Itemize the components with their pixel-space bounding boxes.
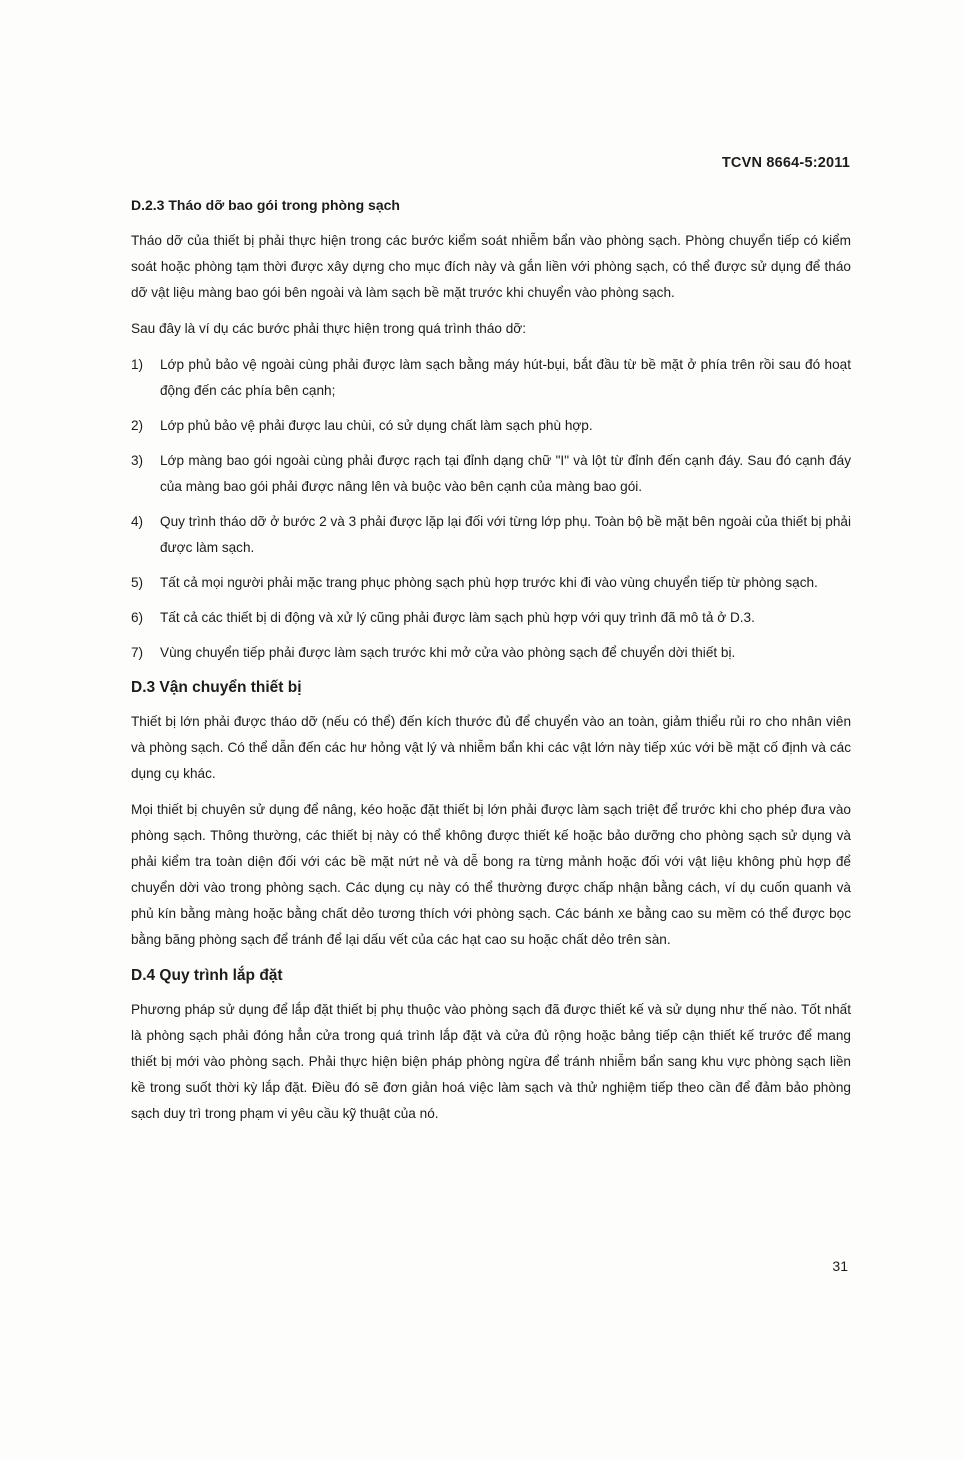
step-text: Tất cả các thiết bị di động và xử lý cũng phải được làm sạch phù hợp với quy trình đã mô tả ở D.3.: [160, 610, 755, 625]
step-number: 5): [131, 575, 144, 590]
d23-paragraph-1: Tháo dỡ của thiết bị phải thực hiện trong các bước kiểm soát nhiễm bẩn vào phòng sạch. Phòng chuyển tiếp có kiểm soát hoặc phòng tạm thời được xây dựng cho mục đích này và gắn liền với phòng sạch, có thể được sử dụng để tháo dỡ vật liệu màng bao gói bên ngoài và làm sạch bề mặt trước khi chuyển vào phòng sạch.: [131, 233, 851, 300]
step-number: 3): [131, 453, 144, 468]
unpacking-steps-list: [131, 352, 851, 666]
step-number: 7): [131, 645, 144, 660]
step-number: 4): [131, 514, 144, 529]
d3-paragraph-2: Mọi thiết bị chuyên sử dụng để nâng, kéo hoặc đặt thiết bị lớn phải được làm sạch triệt để trước khi cho phép đưa vào phòng sạch. Thông thường, các thiết bị này có thể không được thiết kế hoặc bảo dưỡng cho phòng sạch sử dụng và phải kiểm tra toàn diện đối với các bề mặt nứt nẻ và dễ bong ra từng mảnh hoặc đối với vật liệu không phù hợp để chuyển dời vào trong phòng sạch. Các dụng cụ này có thể thường được chấp nhận bằng cách, ví dụ cuốn quanh và phủ kín bằng màng hoặc bằng chất dẻo tương thích với phòng sạch. Các bánh xe bằng cao su mềm có thể được bọc bằng băng phòng sạch để tránh để lại dấu vết của các hạt cao su hoặc chất dẻo trên sàn.: [131, 802, 851, 947]
step-number: 6): [131, 610, 144, 625]
step-number: 1): [131, 357, 144, 372]
page-content: [131, 192, 851, 1137]
list-item: [131, 605, 851, 631]
heading-d4: D.4 Quy trình lắp đặt: [131, 967, 283, 984]
list-item: [131, 448, 851, 500]
d3-paragraph-1: Thiết bị lớn phải được tháo dỡ (nếu có thể) đến kích thước đủ để chuyển vào an toàn, giảm thiểu rủi ro cho nhân viên và phòng sạch. Có thể dẫn đến các hư hỏng vật lý và nhiễm bẩn khi các vật lớn này tiếp xúc với bề mặt cố định và các dụng cụ khác.: [131, 714, 851, 781]
list-item: [131, 509, 851, 561]
step-text: Lớp phủ bảo vệ phải được lau chùi, có sử dụng chất làm sạch phù hợp.: [160, 418, 593, 433]
step-text: Vùng chuyển tiếp phải được làm sạch trước khi mở cửa vào phòng sạch để chuyển dời thiết bị.: [160, 645, 736, 660]
d4-paragraph-1: Phương pháp sử dụng để lắp đặt thiết bị phụ thuộc vào phòng sạch đã được thiết kế và sử dụng như thế nào. Tốt nhất là phòng sạch phải đóng hẳn cửa trong quá trình lắp đặt và cửa đủ rộng hoặc bảng tiếp cận thiết kế trước để mang thiết bị mới vào phòng sạch. Phải thực hiện biện pháp phòng ngừa để tránh nhiễm bẩn sang khu vực phòng sạch liền kề trong suốt thời kỳ lắp đặt. Điều đó sẽ đơn giản hoá việc làm sạch và thử nghiệm tiếp theo cần để đảm bảo phòng sạch duy trì trong phạm vi yêu cầu kỹ thuật của nó.: [131, 1002, 851, 1121]
d23-steps-intro: Sau đây là ví dụ các bước phải thực hiện trong quá trình tháo dỡ:: [131, 321, 526, 336]
standard-code: TCVN 8664-5:2011: [721, 155, 850, 171]
list-item: [131, 352, 851, 404]
step-text: Lớp màng bao gói ngoài cùng phải được rạch tại đỉnh dạng chữ "I" và lột từ đỉnh đến cạnh đáy. Sau đó cạnh đáy của màng bao gói phải được nâng lên và buộc vào bên cạnh của màng bao gói.: [160, 453, 851, 494]
step-number: 2): [131, 418, 144, 433]
list-item: [131, 413, 851, 439]
list-item: [131, 570, 851, 596]
step-text: Quy trình tháo dỡ ở bước 2 và 3 phải được lặp lại đối với từng lớp phụ. Toàn bộ bề mặt bên ngoài của thiết bị phải được làm sạch.: [160, 514, 851, 555]
heading-d23: D.2.3 Tháo dỡ bao gói trong phòng sạch: [131, 197, 400, 213]
step-text: Lớp phủ bảo vệ ngoài cùng phải được làm sạch bằng máy hút-bụi, bắt đầu từ bề mặt ở phía trên rồi sau đó hoạt động đến các phía bên cạnh;: [160, 357, 851, 398]
step-text: Tất cả mọi người phải mặc trang phục phòng sạch phù hợp trước khi đi vào vùng chuyển tiếp từ phòng sạch.: [160, 575, 818, 590]
page-number: 31: [832, 1258, 848, 1274]
heading-d3: D.3 Vận chuyển thiết bị: [131, 679, 302, 696]
list-item: [131, 640, 851, 666]
